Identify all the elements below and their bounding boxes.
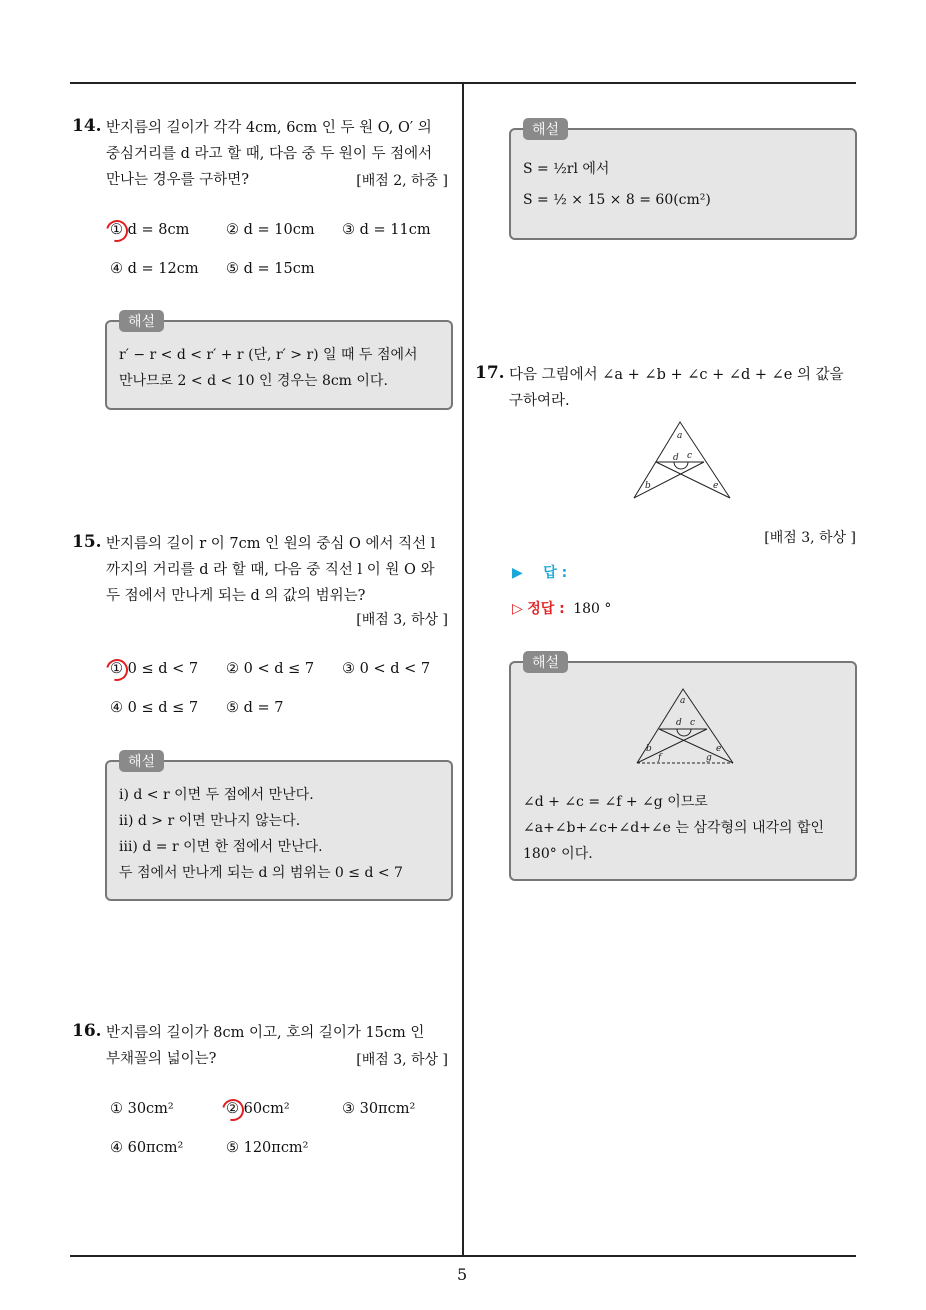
- q16-solution-tag: 해설: [523, 118, 568, 140]
- q14-solution-tag: 해설: [119, 310, 164, 332]
- q14-number: 14.: [72, 116, 102, 136]
- q17-sol-label-c: c: [690, 718, 696, 728]
- q17-number: 17.: [475, 363, 505, 383]
- q17-fig-label-c: c: [687, 451, 693, 461]
- q17-line1: 다음 그림에서 ∠a + ∠b + ∠c + ∠d + ∠e 의 값을: [509, 367, 844, 383]
- q15-solution-line4: 두 점에서 만나게 되는 d 의 범위는 0 ≤ d < 7: [119, 865, 403, 881]
- q14-line3: 만나는 경우를 구하면?: [106, 172, 250, 188]
- q17-figure-arc: [674, 462, 688, 469]
- q15-choice-5[interactable]: ⑤ d = 7: [226, 700, 284, 716]
- q15-solution-line3: ⅲ) d = r 이면 한 점에서 만난다.: [119, 839, 323, 855]
- q15-choice-4[interactable]: ④ 0 ≤ d ≤ 7: [110, 700, 199, 716]
- q16-choice-2[interactable]: ② 60cm²: [226, 1101, 290, 1117]
- q15-solution-line1: ⅰ) d < r 이면 두 점에서 만난다.: [119, 787, 314, 803]
- q17-sol-label-g: g: [706, 753, 712, 763]
- triangle-right-icon: ▷: [512, 601, 523, 617]
- q15-line3: 두 점에서 만나게 되는 d 의 값의 범위는?: [106, 588, 366, 604]
- q17-line2: 구하여라.: [509, 393, 570, 409]
- q15-choice-1[interactable]: ① 0 ≤ d < 7: [110, 661, 199, 677]
- q17-solution-tag: 해설: [523, 651, 568, 673]
- q15-line1: 반지름의 길이 r 이 7cm 인 원의 중심 O 에서 직선 l: [106, 536, 436, 552]
- q16-choice-3[interactable]: ③ 30πcm²: [342, 1101, 416, 1117]
- q17-sol-figure-arc: [677, 729, 691, 736]
- q16-line2: 부채꼴의 넓이는?: [106, 1051, 217, 1067]
- q16-solution-line2: S = ½ × 15 × 8 = 60(cm²): [523, 192, 711, 208]
- q17-solution-figure: [633, 685, 739, 767]
- q14-line2: 중심거리를 d 라고 할 때, 다음 중 두 원이 두 점에서: [106, 146, 433, 162]
- q17-correct-row: [512, 598, 611, 618]
- q17-sol-label-a: a: [680, 696, 686, 706]
- q17-answer-label: 답 :: [543, 565, 568, 581]
- q15-solution-box: [105, 754, 453, 901]
- q17-sol-label-f: f: [658, 753, 662, 763]
- q17-score: [배점 3, 하상 ]: [764, 530, 856, 546]
- q14-choice-3[interactable]: ③ d = 11cm: [342, 222, 431, 238]
- q14-solution-box: [105, 314, 453, 410]
- q17-solution-line3: 180° 이다.: [523, 846, 593, 862]
- q17-solution-line1: ∠d + ∠c = ∠f + ∠g 이므로: [523, 794, 708, 810]
- column-divider: [462, 83, 464, 1256]
- play-icon: ▶: [512, 565, 523, 581]
- q17-sol-label-d: d: [676, 718, 682, 728]
- bottom-rule: [70, 1255, 856, 1257]
- q16-choice-5[interactable]: ⑤ 120πcm²: [226, 1140, 309, 1156]
- q14-line1: 반지름의 길이가 각각 4cm, 6cm 인 두 원 O, O′ 의: [106, 120, 432, 136]
- q15-solution-tag: 해설: [119, 750, 164, 772]
- q16-score: [배점 3, 하상 ]: [356, 1052, 448, 1068]
- q17-correct-label: 정답 :: [527, 601, 565, 617]
- q16-choice-4[interactable]: ④ 60πcm²: [110, 1140, 184, 1156]
- q14-choice-5[interactable]: ⑤ d = 15cm: [226, 261, 315, 277]
- q17-figure: [630, 418, 736, 502]
- q16-number: 16.: [72, 1021, 102, 1041]
- q15-number: 15.: [72, 532, 102, 552]
- q17-sol-label-b: b: [646, 744, 652, 754]
- q17-fig-label-d: d: [673, 453, 679, 463]
- q17-sol-label-e: e: [716, 744, 722, 754]
- q14-choice-1[interactable]: ① d = 8cm: [110, 222, 190, 238]
- q16-choice-1[interactable]: ① 30cm²: [110, 1101, 174, 1117]
- q14-choice-2[interactable]: ② d = 10cm: [226, 222, 315, 238]
- q16-solution-line1: S = ½rl 에서: [523, 161, 610, 177]
- q15-solution-line2: ⅱ) d > r 이면 만나지 않는다.: [119, 813, 301, 829]
- q14-solution-line1: r′ − r < d < r′ + r (단, r′ > r) 일 때 두 점에서: [119, 347, 418, 363]
- page-number: 5: [457, 1265, 468, 1284]
- q15-choice-2[interactable]: ② 0 < d ≤ 7: [226, 661, 315, 677]
- q14-solution-line2: 만나므로 2 < d < 10 인 경우는 8cm 이다.: [119, 373, 388, 389]
- q16-line1: 반지름의 길이가 8cm 이고, 호의 길이가 15cm 인: [106, 1025, 425, 1041]
- q17-fig-label-a: a: [677, 431, 683, 441]
- q17-solution-line2: ∠a+∠b+∠c+∠d+∠e 는 삼각형의 내각의 합인: [523, 820, 825, 836]
- q15-line2: 까지의 거리를 d 라 할 때, 다음 중 직선 l 이 원 O 와: [106, 562, 435, 578]
- q15-choice-3[interactable]: ③ 0 < d < 7: [342, 661, 431, 677]
- q17-fig-label-b: b: [645, 481, 651, 491]
- q15-score: [배점 3, 하상 ]: [356, 612, 448, 628]
- q14-score: [배점 2, 하중 ]: [356, 173, 448, 189]
- q17-answer-row: [512, 562, 567, 582]
- q17-fig-label-e: e: [713, 481, 719, 491]
- q17-solution-box: [509, 655, 857, 881]
- q16-solution-box: [509, 122, 857, 240]
- q17-correct-value: 180 °: [573, 601, 612, 617]
- q14-choice-4[interactable]: ④ d = 12cm: [110, 261, 199, 277]
